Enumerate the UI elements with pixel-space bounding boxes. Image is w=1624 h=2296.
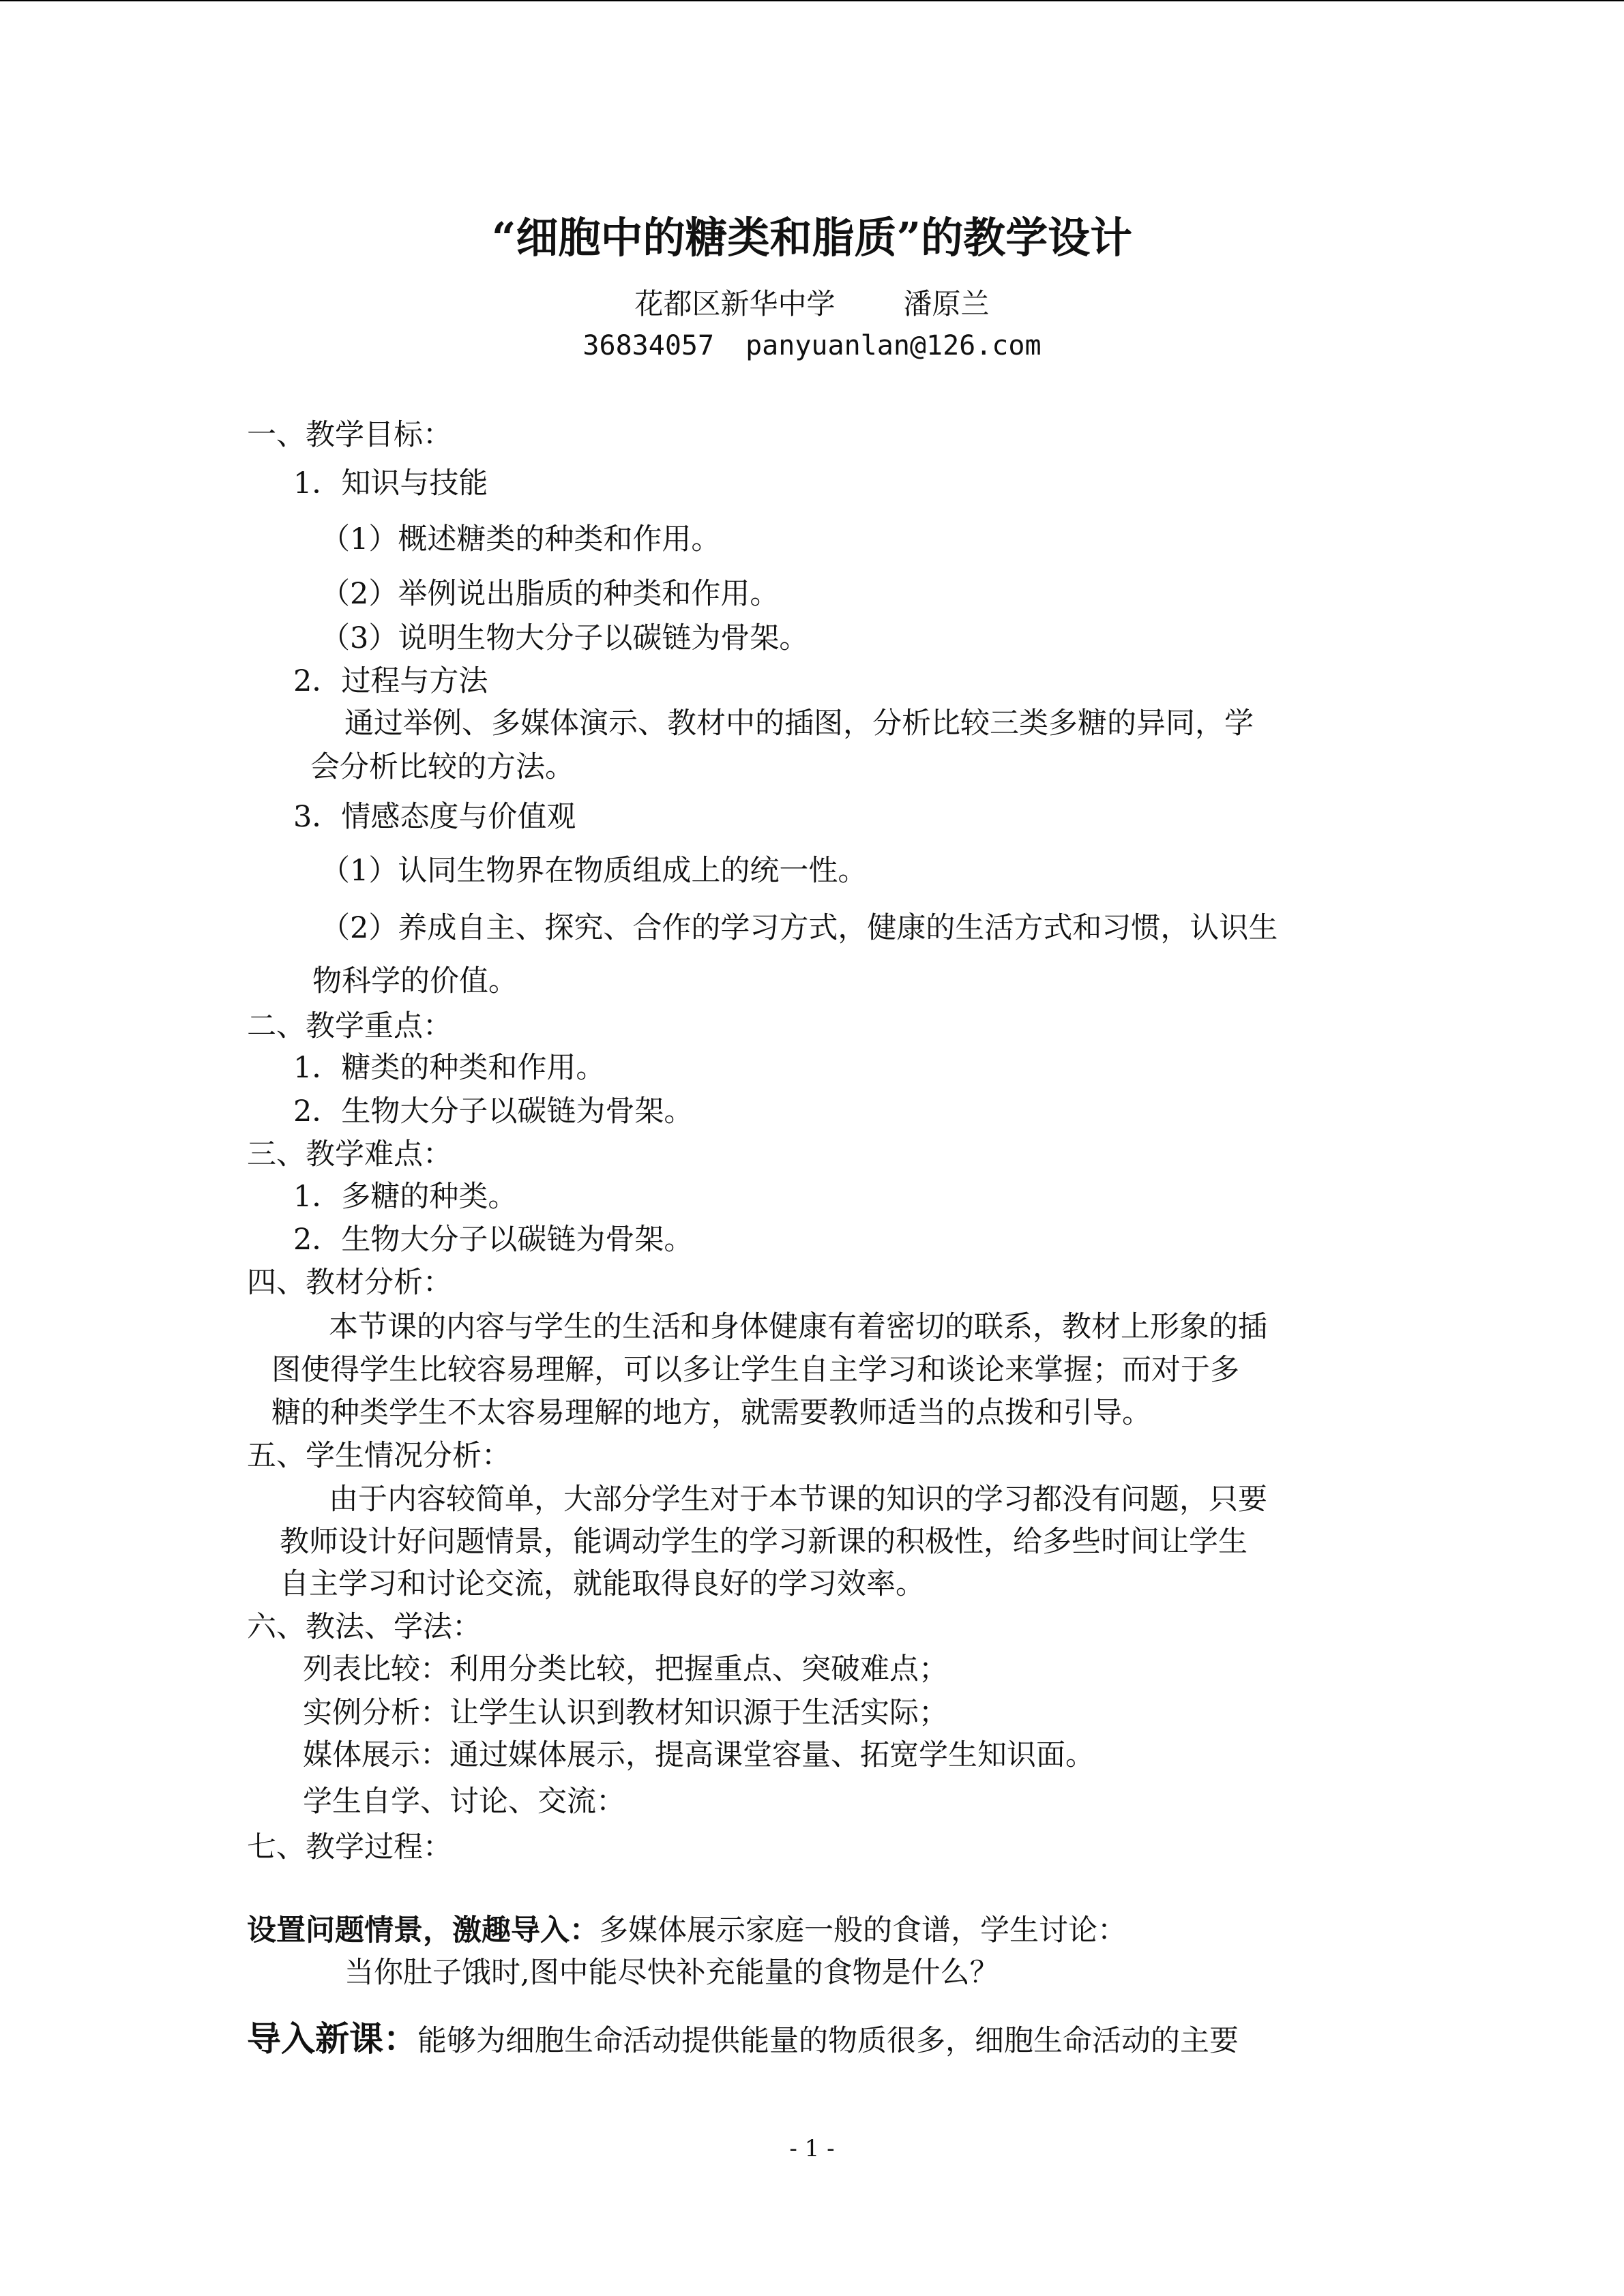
list-item: （1）认同生物界在物质组成上的统一性。 [321,854,868,888]
section-heading-key-points: 二、教学重点： [247,1009,452,1043]
subheading-knowledge-skills: 1．知识与技能 [293,466,488,501]
section-heading-methods: 六、教法、学法： [247,1610,482,1644]
intro-label: 设置问题情景，激趣导入： [247,1913,599,1948]
paragraph-line: 会分析比较的方法。 [310,750,574,784]
subheading-attitude-values: 3．情感态度与价值观 [293,800,576,834]
section-heading-textbook-analysis: 四、教材分析： [247,1266,452,1300]
phone-number: 36834057 [582,330,715,361]
list-item: 1．糖类的种类和作用。 [293,1051,606,1085]
new-lesson-text: 能够为细胞生命活动提供能量的物质很多，细胞生命活动的主要 [417,2024,1239,2058]
author-name: 潘原兰 [903,287,990,320]
list-item: （2）举例说出脂质的种类和作用。 [321,577,780,611]
intro-text: 多媒体展示家庭一般的食谱，学生讨论： [599,1913,1127,1948]
paragraph-line: 由于内容较简单，大部分学生对于本节课的知识的学习都没有问题，只要 [329,1482,1267,1517]
new-lesson-paragraph [247,2019,1239,2059]
section-heading-difficulties: 三、教学难点： [247,1137,452,1172]
paragraph-line: 教师设计好问题情景，能调动学生的学习新课的积极性，给多些时间让学生 [280,1525,1247,1559]
school-name: 花都区新华中学 [634,287,836,320]
method-line: 学生自学、讨论、交流： [303,1785,625,1819]
page-top-border [0,0,1624,1]
paragraph-line: 通过举例、多媒体演示、教材中的插图，分析比较三类多糖的异同，学 [344,706,1254,741]
paragraph-line: 图使得学生比较容易理解，可以多让学生自主学习和谈论来掌握；而对于多 [271,1353,1239,1387]
contact-line [0,332,1624,359]
list-item: 2．生物大分子以碳链为骨架。 [293,1094,694,1129]
section-heading-objectives: 一、教学目标： [247,418,452,452]
author-line [0,287,1624,320]
method-line: 实例分析：让学生认识到教材知识源于生活实际； [303,1696,948,1730]
list-item: 2．生物大分子以碳链为骨架。 [293,1223,694,1257]
intro-paragraph [247,1913,1127,1948]
method-line: 媒体展示：通过媒体展示，提高课堂容量、拓宽学生知识面。 [303,1738,1095,1772]
list-item: （3）说明生物大分子以碳链为骨架。 [321,621,809,655]
list-item-continuation: 物科学的价值。 [312,964,518,998]
method-line: 列表比较：利用分类比较，把握重点、突破难点； [303,1652,948,1686]
page-number: - 1 - [789,2135,835,2162]
document-title: “细胞中的糖类和脂质”的教学设计 [491,213,1133,263]
email-address: panyuanlan@126.com [745,330,1042,361]
intro-question: 当你肚子饿时,图中能尽快补充能量的食物是什么？ [344,1956,999,1990]
paragraph-line: 本节课的内容与学生的生活和身体健康有着密切的联系，教材上形象的插 [329,1310,1267,1344]
subheading-process-method: 2．过程与方法 [293,664,488,698]
section-heading-student-analysis: 五、学生情况分析： [247,1439,511,1473]
section-heading-teaching-process: 七、教学过程： [247,1830,452,1864]
paragraph-line: 糖的种类学生不太容易理解的地方，就需要教师适当的点拨和引导。 [271,1396,1151,1430]
paragraph-line: 自主学习和讨论交流，就能取得良好的学习效率。 [280,1567,925,1601]
list-item: （1）概述糖类的种类和作用。 [321,522,721,556]
list-item: 1．多糖的种类。 [293,1180,518,1214]
list-item: （2）养成自主、探究、合作的学习方式，健康的生活方式和习惯，认识生 [321,911,1278,945]
new-lesson-label: 导入新课： [247,2019,417,2059]
